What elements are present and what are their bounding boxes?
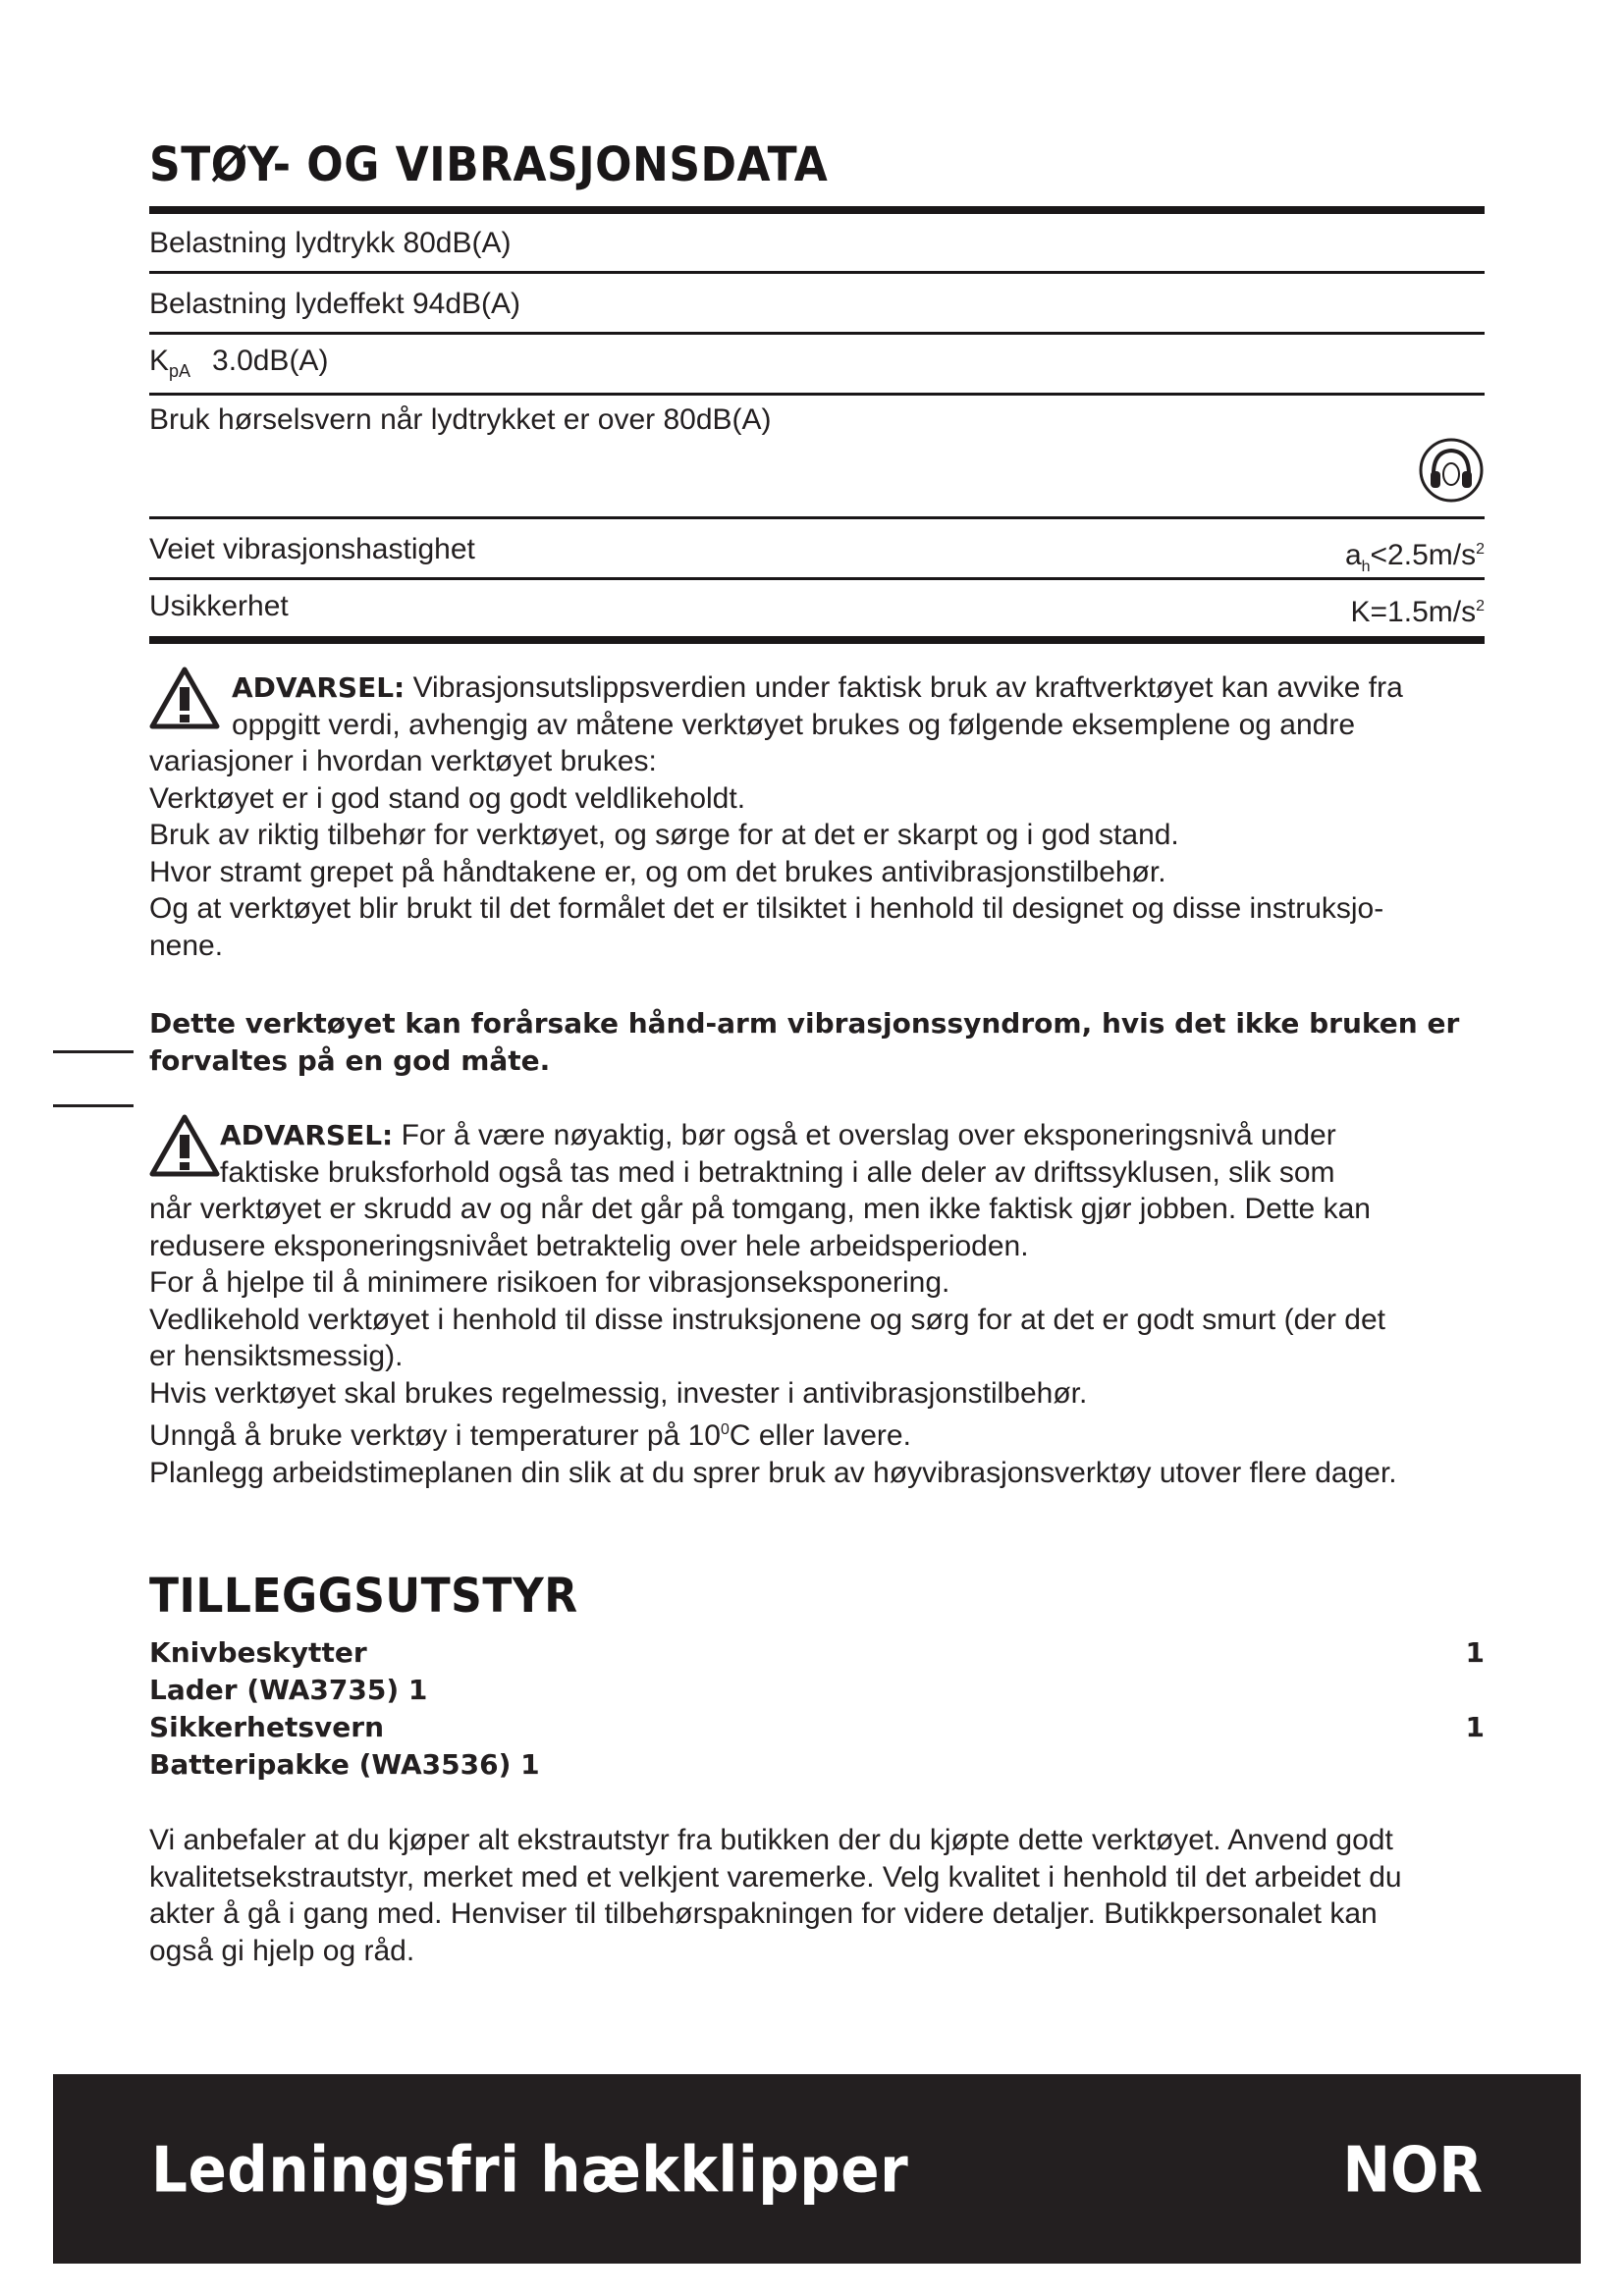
- warning-2-temp-line: [149, 1412, 1489, 1455]
- accessories-line: akter å gå i gang med. Henviser til tilbehørspakningen for videre detaljer. Butikkpersonalet kan: [149, 1897, 1378, 1930]
- accessories-paragraph: [149, 1822, 1489, 1969]
- row-vibration-label: Veiet vibrasjonshastighet: [149, 533, 475, 565]
- accessory-qty: 1: [1465, 1711, 1485, 1743]
- row-kpa: [149, 344, 328, 389]
- kpa-sub: pA: [169, 361, 191, 381]
- row-sound-power: Belastning lydeffekt 94dB(A): [149, 288, 521, 320]
- warning-2-line: For å være nøyaktig, bør også et overslag over eksponeringsnivå under: [401, 1119, 1336, 1151]
- warning-2-line: er hensiktsmessig).: [149, 1340, 404, 1372]
- warning-2-block: [149, 1117, 1489, 1491]
- accessory-row: [149, 1709, 1485, 1746]
- warning-2-line: Planlegg arbeidstimeplanen din slik at du sprer bruk av høyvibrasjonsverktøy utover flere dager.: [149, 1456, 1397, 1489]
- kpa-value: 3.0dB(A): [212, 345, 329, 377]
- vib-val: <2.5m/s: [1370, 539, 1477, 571]
- section-title-accessories: TILLEGGSUTSTYR: [149, 1569, 578, 1625]
- vib-a: a: [1344, 539, 1362, 571]
- divider: [149, 393, 1485, 396]
- warning-1-line: variasjoner i hvordan verktøyet brukes:: [149, 745, 657, 777]
- accessory-row: [149, 1672, 1485, 1709]
- bold-note-line: Dette verktøyet kan forårsake hånd-arm vibrasjonssyndrom, hvis det ikke bruken er: [149, 1007, 1460, 1040]
- temp-rest: C eller lavere.: [729, 1419, 911, 1452]
- kpa-k: K: [149, 345, 170, 377]
- vib-a-sub: h: [1361, 559, 1371, 575]
- divider: [149, 516, 1485, 519]
- warning-1-line: oppgitt verdi, avhengig av måtene verktøyet brukes og følgende eksemplene og andre: [232, 708, 1356, 741]
- accessory-row: [149, 1634, 1485, 1672]
- warning-1-line: Verktøyet er i god stand og godt veldlikeholdt.: [149, 781, 746, 815]
- warning-2-line: faktiske bruksforhold også tas med i betraktning i alle deler av driftssyklusen, slik som: [220, 1155, 1335, 1189]
- bold-note-line: forvaltes på en god måte.: [149, 1043, 551, 1077]
- accessories-line: også gi hjelp og råd.: [149, 1934, 415, 1967]
- footer-banner: [53, 2074, 1581, 2264]
- margin-mark: [53, 1104, 134, 1107]
- temp-sup: 0: [720, 1421, 730, 1438]
- warning-1-line: Vibrasjonsutslippsverdien under faktisk bruk av kraftverktøyet kan avvike fra: [412, 671, 1403, 704]
- warning-1-line: Hvor stramt grepet på håndtakene er, og om det brukes antivibrasjonstilbehør.: [149, 855, 1166, 888]
- warning-1-block: [149, 669, 1489, 964]
- warning-2-line: når verktøyet er skrudd av og når det går på tomgang, men ikke faktisk gjør jobben. Dette kan: [149, 1193, 1371, 1225]
- ear-protection-icon: [1419, 438, 1484, 503]
- row-uncertainty-value: [1351, 589, 1485, 630]
- accessory-name: Batteripakke (WA3536) 1: [149, 1748, 540, 1781]
- heavy-rule: [149, 206, 1485, 214]
- accessories-line: Vi anbefaler at du kjøper alt ekstrautstyr fra butikken der du kjøpte dette verktøyet. Anvend godt: [149, 1824, 1393, 1856]
- accessory-qty: 1: [1465, 1636, 1485, 1669]
- row-sound-pressure: Belastning lydtrykk 80dB(A): [149, 227, 512, 259]
- accessory-row: [149, 1746, 1485, 1784]
- heavy-rule: [149, 636, 1485, 644]
- row-hearing-protection: Bruk hørselsvern når lydtrykket er over 80dB(A): [149, 403, 772, 436]
- unc-val: K=1.5m/s: [1350, 596, 1477, 628]
- warning-1-line: Og at verktøyet blir brukt til det formålet det er tilsiktet i henhold til designet og disse instruksjo-: [149, 892, 1384, 925]
- footer-language-code: NOR: [1342, 2133, 1483, 2207]
- unc-sup: 2: [1476, 598, 1485, 614]
- footer-title: Ledningsfri hækklipper: [151, 2133, 909, 2207]
- vib-sup: 2: [1476, 541, 1485, 558]
- margin-mark: [53, 1050, 134, 1053]
- bold-note: [149, 1005, 1489, 1079]
- warning-1-label: ADVARSEL:: [232, 671, 406, 704]
- temp-text: Unngå å bruke verktøy i temperaturer på 10: [149, 1419, 721, 1452]
- warning-2-line: For å hjelpe til å minimere risikoen for vibrasjonseksponering.: [149, 1266, 950, 1299]
- warning-2-label: ADVARSEL:: [220, 1119, 394, 1151]
- warning-2-line: Hvis verktøyet skal brukes regelmessig, invester i antivibrasjonstilbehør.: [149, 1376, 1088, 1410]
- accessory-name: Lader (WA3735) 1: [149, 1674, 428, 1706]
- warning-1-line: nene.: [149, 929, 224, 962]
- accessory-name: Sikkerhetsvern: [149, 1711, 385, 1743]
- section-title-noise-vibration: STØY- OG VIBRASJONSDATA: [149, 137, 829, 193]
- divider: [149, 271, 1485, 274]
- warning-2-line: redusere eksponeringsnivået betraktelig over hele arbeidsperioden.: [149, 1229, 1029, 1262]
- warning-1-line: Bruk av riktig tilbehør for verktøyet, og sørge for at det er skarpt og i god stand.: [149, 819, 1179, 851]
- warning-2-line: Vedlikehold verktøyet i henhold til disse instruksjonene og sørg for at det er godt smurt (der det: [149, 1303, 1385, 1336]
- accessories-line: kvalitetsekstrautstyr, merket med et velkjent varemerke. Velg kvalitet i henhold til det arbeidet du: [149, 1860, 1402, 1894]
- divider: [149, 577, 1485, 580]
- accessory-name: Knivbeskytter: [149, 1636, 367, 1669]
- row-uncertainty-label: Usikkerhet: [149, 590, 289, 622]
- divider: [149, 332, 1485, 335]
